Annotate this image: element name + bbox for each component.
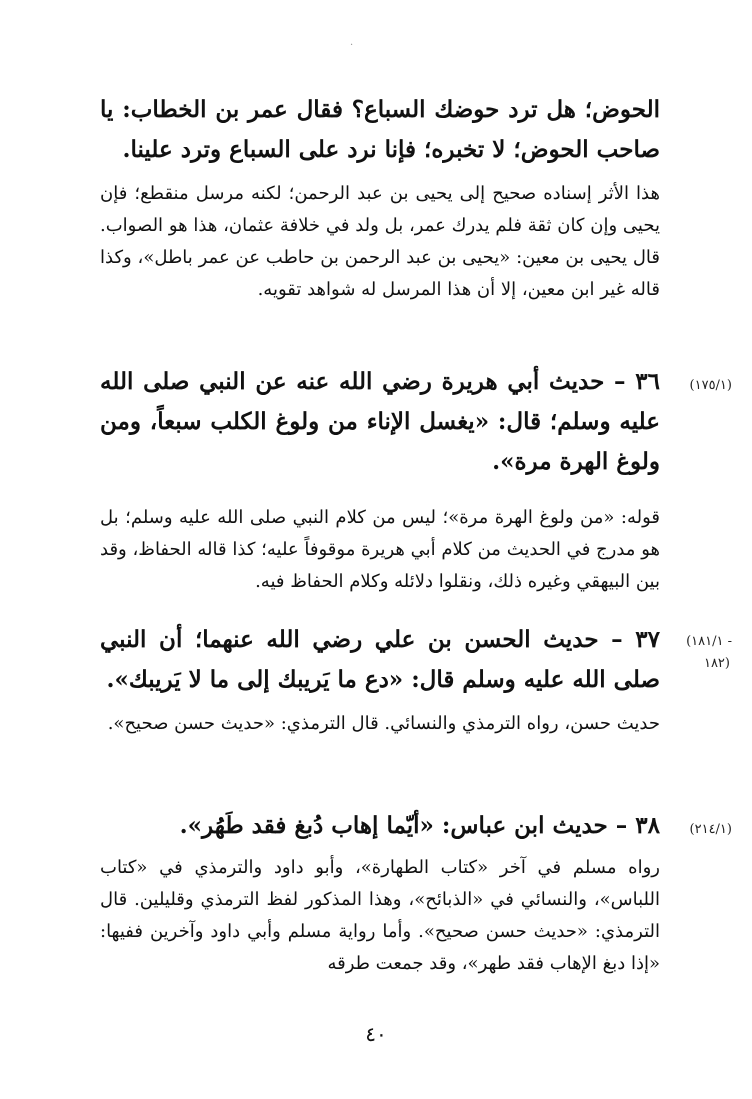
hadith-38-commentary: رواه مسلم في آخر «كتاب الطهارة»، وأبو داود والترمذي في «كتاب اللباس»، والنسائي في «الذبائح»، وهذا المذكور لفظ الترمذي وقليلين. قال الترمذي: «حديث حسن صحيح». وأما رواية مسلم وأبي داود وآخرين ففيها: «إذا دبغ الإهاب فقد طهر»، وقد جمعت طرقه <box>100 857 660 974</box>
margin-reference: (١٧٥/١) <box>689 378 732 393</box>
decorative-dot: · <box>350 40 354 51</box>
margin-reference-continued: ١٨٢) <box>703 656 730 671</box>
commentary-paragraph: هذا الأثر إسناده صحيح إلى يحيى بن عبد الرحمن؛ لكنه مرسل منقطع؛ فإن يحيى وإن كان ثقة فلم يدرك عمر، بل ولد في خلافة عثمان، هذا هو الصواب. قال يحيى بن معين: «يحيى بن عبد الرحمن بن حاطب عن عمر باطل»، وكذا قاله غير ابن معين، إلا أن هذا المرسل له شواهد تقويه. <box>100 183 660 300</box>
hadith-37-text: ٣٧ – حديث الحسن بن علي رضي الله عنهما؛ أن النبي صلى الله عليه وسلم قال: «دع ما يَريبك إلى ما لا يَريبك». <box>100 626 660 693</box>
hadith-36-text: ٣٦ – حديث أبي هريرة رضي الله عنه عن النبي صلى الله عليه وسلم؛ قال: «يغسل الإناء من ولوغ الكلب سبعاً، ومن ولوغ الهرة مرة». <box>100 368 660 475</box>
hadith-37-commentary: حديث حسن، رواه الترمذي والنسائي. قال الترمذي: «حديث حسن صحيح». <box>107 713 660 734</box>
hadith-38-text: ٣٨ – حديث ابن عباس: «أيّما إهاب دُبغ فقد طَهُر». <box>179 812 660 839</box>
margin-reference: (٢١٤/١) <box>689 822 732 837</box>
hadith-36-commentary: قوله: «من ولوغ الهرة مرة»؛ ليس من كلام النبي صلى الله عليه وسلم؛ بل هو مدرج في الحديث من كلام أبي هريرة موقوفاً عليه؛ كذا قاله الحفاظ، وقد بين البيهقي وغيره ذلك، ونقلوا دلائله وكلام الحفاظ فيه. <box>100 507 660 592</box>
margin-reference: (١٨١/١ - <box>686 634 732 649</box>
page-number: ٤٠ <box>365 1022 387 1046</box>
continuation-text: الحوض؛ هل ترد حوضك السباع؟ فقال عمر بن الخطاب: يا صاحب الحوض؛ لا تخبره؛ فإنا نرد على السباع وترد علينا. <box>100 96 660 163</box>
